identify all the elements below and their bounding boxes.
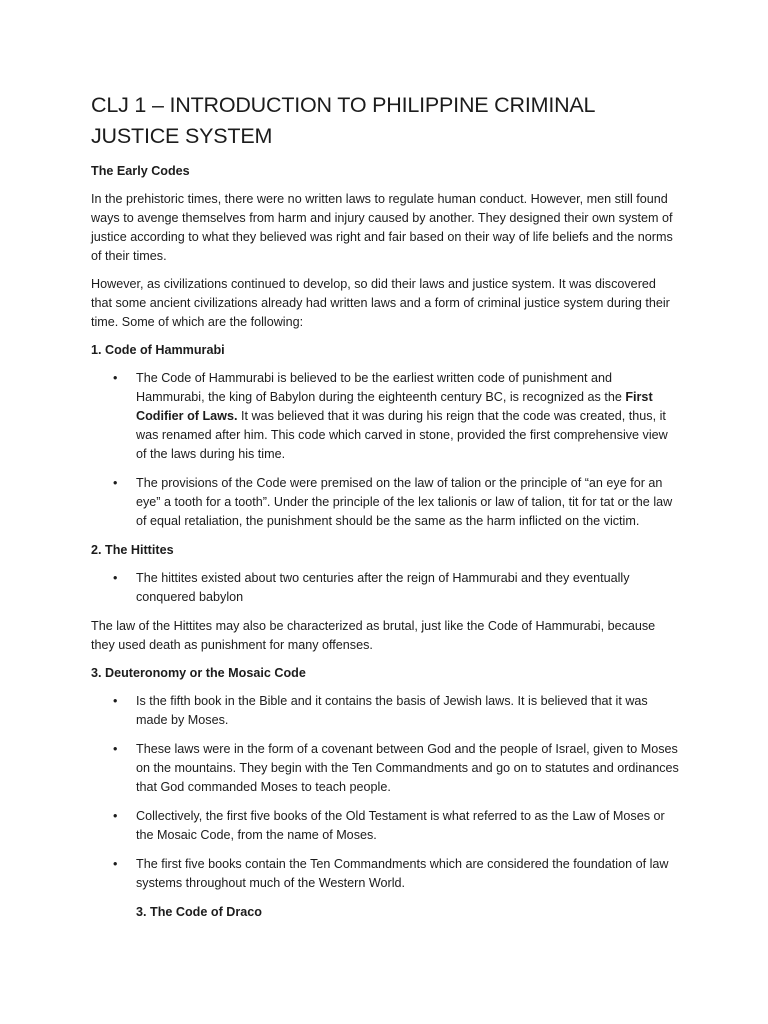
- bullet-icon: •: [113, 742, 118, 756]
- section-heading-draco: 3. The Code of Draco: [136, 905, 262, 919]
- bullet-list: [91, 569, 680, 607]
- bullet-icon: •: [113, 371, 118, 385]
- bullet-text: These laws were in the form of a covenant between God and the people of Israel, given to Moses on the mountains. They begin with the Ten Commandments and go on to statutes and ordinances that God commanded Moses to teach people.: [136, 742, 679, 794]
- bullet-text: The hittites existed about two centuries after the reign of Hammurabi and they eventually conquered babylon: [136, 571, 630, 604]
- bullet-list: [91, 369, 680, 531]
- bullet-item: [91, 474, 680, 531]
- section-heading-hittites: 2. The Hittites: [91, 543, 174, 557]
- bullet-text: The first five books contain the Ten Commandments which are considered the foundation of law systems throughout much of the Western World.: [136, 857, 669, 890]
- section-heading-deuteronomy: 3. Deuteronomy or the Mosaic Code: [91, 666, 306, 680]
- bullet-icon: •: [113, 476, 118, 490]
- paragraph: The law of the Hittites may also be characterized as brutal, just like the Code of Hammurabi, because they used death as punishment for many offenses.: [91, 619, 656, 652]
- section-heading-early-codes: The Early Codes: [91, 164, 190, 178]
- bullet-text: The provisions of the Code were premised on the law of talion or the principle of “an eye for an eye” a tooth for a tooth”. Under the principle of the lex talionis or law of talion, tit for tat or the law of equal retaliation, the punishment should be the same as the harm inflicted on the victim.: [136, 476, 673, 528]
- document-title: CLJ 1 – INTRODUCTION TO PHILIPPINE CRIMINAL JUSTICE SYSTEM: [91, 93, 595, 148]
- bullet-text: Collectively, the first five books of the Old Testament is what referred to as the Law of Moses or the Mosaic Code, from the name of Moses.: [136, 809, 665, 842]
- bullet-item: [91, 692, 680, 730]
- bullet-list: [91, 692, 680, 893]
- bullet-text: Is the fifth book in the Bible and it contains the basis of Jewish laws. It is believed that it was made by Moses.: [136, 694, 648, 727]
- bullet-item: [91, 855, 680, 893]
- bullet-item: [91, 369, 680, 464]
- bullet-icon: •: [113, 809, 118, 823]
- bullet-text: The Code of Hammurabi is believed to be the earliest written code of punishment and Hammurabi, the king of Babylon during the eighteenth century BC, is recognized as the: [136, 371, 626, 404]
- paragraph: In the prehistoric times, there were no written laws to regulate human conduct. However, men still found ways to avenge themselves from harm and injury caused by another. They designed their own system of justice according to what they believed was right and fair based on their way of life beliefs and the norms of their times.: [91, 192, 673, 263]
- bullet-item: [91, 569, 680, 607]
- bullet-text: It was believed that it was during his reign that the code was created, thus, it was renamed after him. This code which carved in stone, provided the first comprehensive view of the laws during his time.: [136, 409, 668, 461]
- bullet-icon: •: [113, 694, 118, 708]
- paragraph: However, as civilizations continued to develop, so did their laws and justice system. It was discovered that some ancient civilizations already had written laws and a form of criminal justice system during their time. Some of which are the following:: [91, 277, 670, 329]
- bullet-icon: •: [113, 857, 118, 871]
- bullet-item: [91, 740, 680, 797]
- bullet-text-bold: First Codifier of Laws.: [136, 390, 653, 423]
- bullet-item: [91, 807, 680, 845]
- bullet-icon: •: [113, 571, 118, 585]
- section-heading-hammurabi: 1. Code of Hammurabi: [91, 343, 225, 357]
